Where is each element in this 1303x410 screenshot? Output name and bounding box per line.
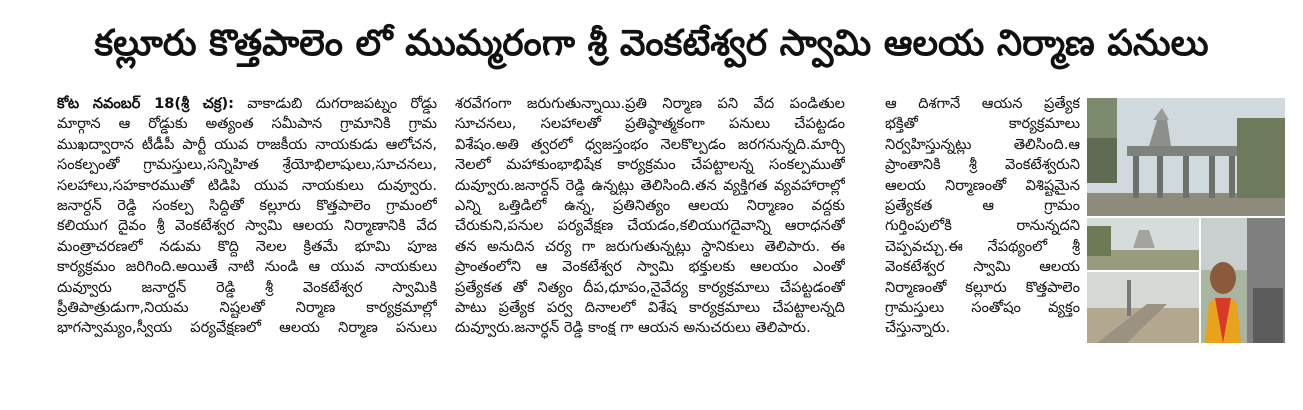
- article-line: ఆలయ నిర్మాణంతో విశిష్టమైన: [885, 176, 1080, 194]
- article-column-2: [455, 94, 845, 339]
- article-line: గ్రామస్తులు సంతోషం వ్యక్తం: [885, 299, 1080, 317]
- article-line: శరవేగంగా జరుగుతున్నాయి.ప్రతి నిర్మాణ పని వేద పండితుల: [455, 95, 845, 112]
- article-line: మార్గాన ఆ రోడ్డుకు అత్యంత సమీపాన గ్రామానికి గ్రామ: [57, 115, 437, 133]
- article-line: భక్తితో కార్యక్రమాలు: [885, 115, 1080, 133]
- article-line: పాటు ప్రత్యేక పర్వ దినాలలో విశేష కార్యక్రమాలు చేపట్టాలన్నది: [455, 299, 845, 317]
- article-line: కార్యక్రమం జరిగింది.అయితే నాటి నుండి ఆ యువ నాయకులు: [57, 258, 437, 276]
- article-line: కోట నవంబర్ 18(శ్రీ చక్ర): వాకాడుబి దుగరాజపట్నం రోడ్డు: [57, 95, 437, 112]
- article-line: నెలలో మహాకుంభాభిషేక కార్యక్రమం చేపట్టాలన్న సంకల్పముతో: [455, 156, 845, 174]
- article-line: చేస్తున్నారు.: [885, 319, 951, 337]
- article-line: నిర్మాణంతో కల్లూరు కొత్తపాలెం: [885, 278, 1080, 296]
- article-line: గుర్తింపులోకి రానున్నదని: [885, 217, 1080, 235]
- person-portrait: [1201, 218, 1285, 343]
- article-line: ప్రత్యేకత తో నిత్యం దీప,ధూపం,నైవేద్య కార్యక్రమాలు చేపట్టడంతో: [455, 278, 845, 296]
- article-line: దువ్వూరు.జనార్ధన్ రెడ్డి కాంక్ష గా ఆయన అనుచరులు తెలిపారు.: [455, 319, 811, 337]
- temple-photo-collage: [1087, 98, 1285, 343]
- article-line: ప్రత్యేకత ఆ గ్రామం: [885, 197, 1080, 215]
- article-line: ప్రీతిపాత్రుడుగా,నియమ నిష్టలతో నిర్మాణ కార్యక్రమాల్లో: [57, 299, 437, 317]
- article-column-1: [57, 94, 437, 339]
- article-line: నిర్వహిస్తున్నట్లు తెలిసింది.ఆ: [885, 135, 1080, 153]
- article-line: మంత్రాచరణలో నడుమ కొద్ది నెలల క్రితమే భూమి పూజ: [57, 237, 437, 255]
- article-line: సలహాలు,సహకారముతో టిడిపి యువ నాయకులు దువ్వూరు.: [57, 176, 437, 194]
- article-line: భాగస్వామ్యం,స్వీయ పర్యవేక్షణలో ఆలయ నిర్మాణ పనులు: [57, 319, 437, 337]
- article-line: సంకల్పంతో గ్రామస్తులు,సన్నిహిత శ్రేయోభిలాషులు,సూచనలు,: [57, 156, 437, 174]
- article-line: వెంకటేశ్వర స్వామి ఆలయ: [885, 258, 1080, 276]
- article-line: ప్రాంతానికి శ్రీ వెంకటేశ్వరుని: [885, 156, 1080, 174]
- gopuram-photo: [1087, 218, 1199, 270]
- article-line: తన అనుదిన చర్య గా జరుగుతున్నట్లు స్థానికులు తెలిపారు. ఈ: [455, 237, 845, 255]
- article-line: కలియుగ దైవం శ్రీ వెంకటేశ్వర స్వామి ఆలయ నిర్మాణానికి వేద: [57, 217, 437, 235]
- article-line: చెప్పవచ్చు.ఈ నేపథ్యంలో శ్రీ: [885, 237, 1080, 255]
- article-line: సూచనలు, సలహాలతో ప్రతిష్ఠాత్మకంగా పనులు చేపట్టడం: [455, 115, 845, 133]
- article-column-3: [885, 94, 1080, 339]
- article-line: జనార్ధన్ రెడ్డి సంకల్ప సిద్ధితో కల్లూరు కొత్తపాలెం గ్రామంలో: [57, 197, 437, 215]
- road-photo: [1087, 272, 1199, 343]
- article-line: ఆ దిశగానే ఆయన ప్రత్యేక: [885, 95, 1080, 112]
- dateline: కోట నవంబర్ 18(శ్రీ చక్ర):: [57, 95, 235, 112]
- article-line: ప్రాంతంలోని ఆ వెంకటేశ్వర స్వామి భక్తులకు ఆలయం ఎంతో: [455, 258, 845, 276]
- article-line: విశేషం.అతి త్వరలో ధ్వజస్తంభం నెలకొల్పడం జరగనున్నది.మార్చి: [455, 135, 845, 153]
- article-line: ముఖద్వారాన టీడీపీ పార్టీ యువ రాజకీయ నాయకుడు ఆలోచన,: [57, 135, 437, 153]
- article-line: చేరుకుని,పనుల పర్యవేక్షణ చేయడం,కలియుగదైవాన్ని ఆరాధనతో: [455, 217, 845, 235]
- article-line: ఎన్ని ఒత్తిడిలో ఉన్న, ప్రతినిత్యం ఆలయ నిర్మాణం వద్దకు: [455, 197, 845, 215]
- headline: కల్లూరు కొత్తపాలెం లో ముమ్మరంగా శ్రీ వెంకటేశ్వర స్వామి ఆలయ నిర్మాణ పనులు: [94, 23, 1209, 64]
- temple-construction-photo: [1087, 98, 1285, 216]
- article-line: దువ్వూరు జనార్ధన్ రెడ్డి శ్రీ వెంకటేశ్వర స్వామికి: [57, 278, 437, 296]
- article-line: దువ్వూరు.జనార్ధన్ రెడ్డి ఉన్నట్లు తెలిసింది.తన వ్యక్తిగత వ్యవహారాల్లో: [455, 176, 845, 194]
